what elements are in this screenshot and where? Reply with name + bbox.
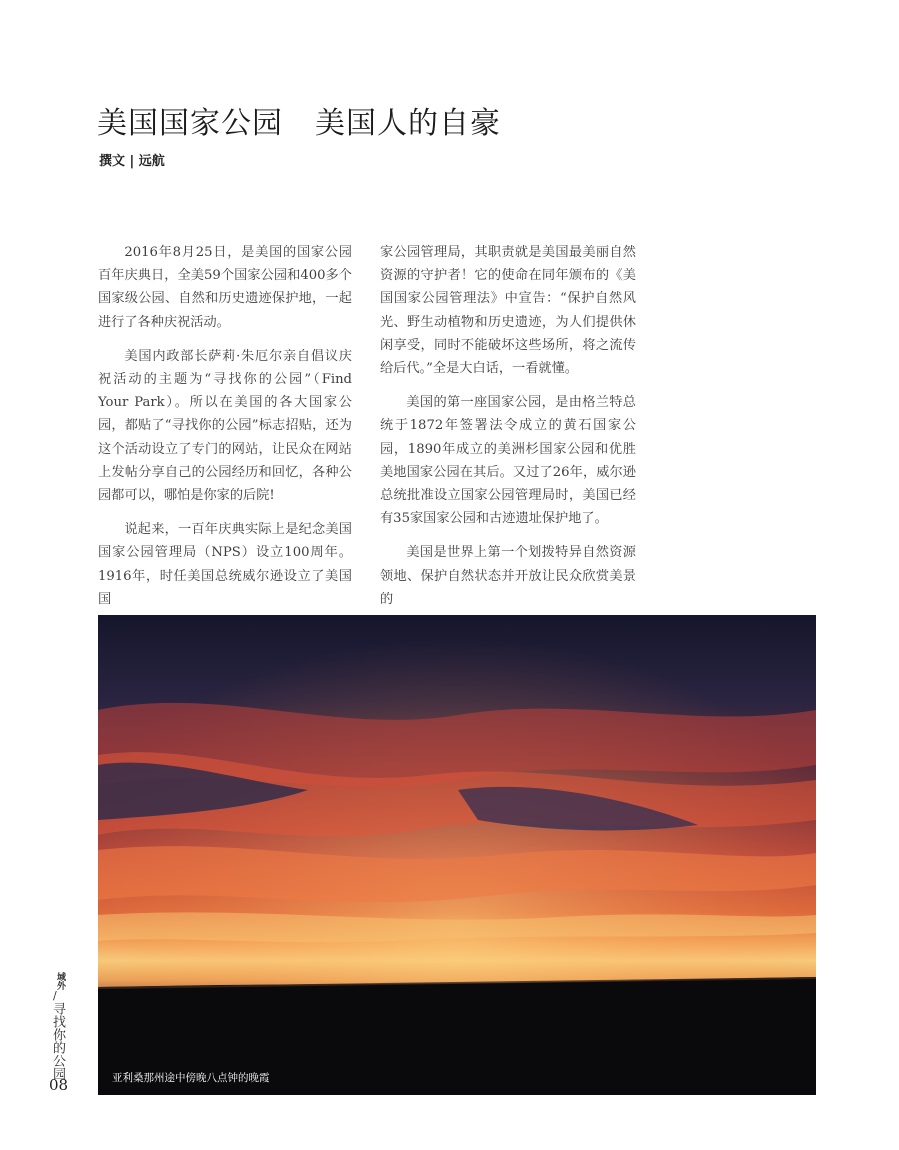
paragraph: 说起来，一百年庆典实际上是纪念美国国家公园管理局（NPS）设立100周年。1916年，时任美国总统威尔逊设立了美国国 <box>98 522 352 607</box>
sunset-photo <box>98 615 816 1095</box>
paragraph: 家公园管理局，其职责就是美国最美丽自然资源的守护者！它的使命在同年颁布的《美国国家公园管理法》中宣告：“保护自然风光、野生动植物和历史遗迹，为人们提供休闲享受，同时不能破坏这些场所，将之流传给后代。”全是大白话，一看就懂。 <box>380 245 636 377</box>
sunset-illustration <box>98 615 816 1095</box>
page-number: 08 <box>49 1076 69 1094</box>
body-column-right <box>380 241 636 607</box>
paragraph: 美国的第一座国家公园，是由格兰特总统于1872年签署法令成立的黄石国家公园，1890年成立的美洲杉国家公园和优胜美地国家公园在其后。又过了26年，威尔逊总统批准设立国家公园管理局时，美国已经有35家国家公园和古迹遗址保护地了。 <box>380 395 636 527</box>
byline: 撰文 | 远航 <box>99 154 165 169</box>
article-title-part2: 美国人的自豪 <box>315 106 501 141</box>
page-sidebar <box>49 972 73 1080</box>
paragraph: 美国内政部长萨莉·朱厄尔亲自倡议庆祝活动的主题为“寻找你的公园”（Find Your Park）。所以在美国的各大国家公园，都贴了“寻找你的公园”标志招贴，还为这个活动设立了专门的网站，让民众在网站上发帖分享自己的公园经历和回忆，各种公园都可以，哪怕是你家的后院! <box>98 348 352 504</box>
section-separator: / <box>53 989 57 1002</box>
section-label: 域外 <box>55 972 65 990</box>
photo-caption: 亚利桑那州途中傍晚八点钟的晚霞 <box>112 1072 270 1084</box>
article-title <box>97 98 501 142</box>
column-title: 寻找你的公园 <box>50 1002 65 1080</box>
paragraph: 美国是世界上第一个划拨特异自然资源领地、保护自然状态并开放让民众欣赏美景的 <box>380 545 636 607</box>
article-title-part1: 美国国家公园 <box>97 106 283 141</box>
body-column-left <box>98 241 352 607</box>
paragraph: 2016年8月25日，是美国的国家公园百年庆典日，全美59个国家公园和400多个国家级公园、自然和历史遗迹保护地，一起进行了各种庆祝活动。 <box>98 245 352 330</box>
